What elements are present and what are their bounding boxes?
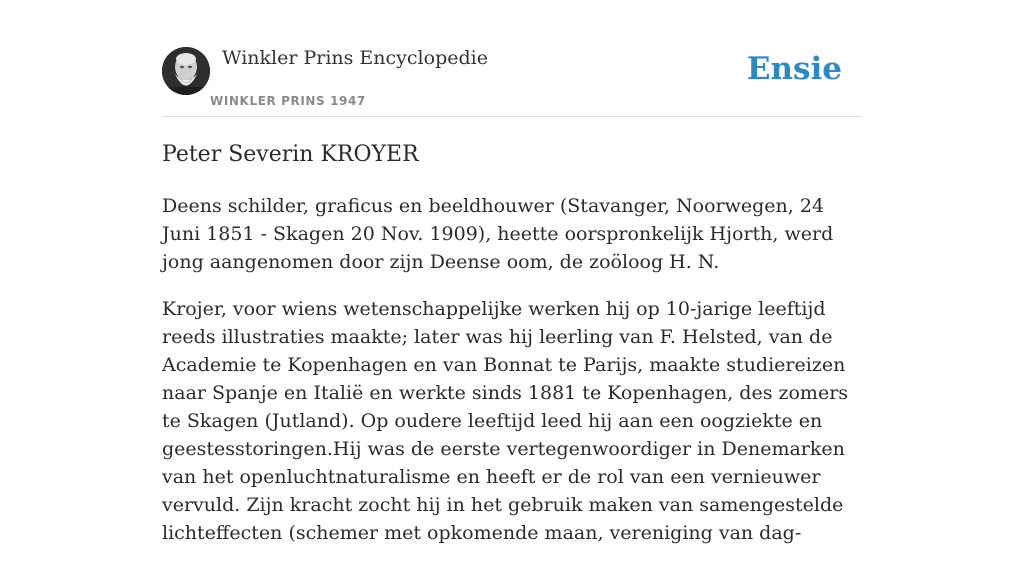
article-paragraph: Krojer, voor wiens wetenschappelijke werken hij op 10-jarige leeftijd reeds illustraties maakte; later was hij leerling van F. Helsted, van de Academie te Kopenhagen en van Bonnat te Parijs, maakte studiereizen naar Spanje en Italië en werkte sinds 1881 te Kopenhagen, des zomers te Skagen (Jutland). Op oudere leeftijd leed hij aan een oogziekte en geestesstoringen.Hij was de eerste vertegenwoordiger in Denemarken van het openluchtnaturalisme en heeft er de rol van een vernieuwer vervuld. Zijn kracht zocht hij in het gebruik maken van samengestelde lichteffecten (schemer met opkomende maan, vereniging van dag- bbox=[162, 298, 849, 544]
bearded-man-portrait-icon bbox=[162, 47, 210, 95]
header bbox=[162, 0, 862, 117]
article-paragraph: Deens schilder, graficus en beeldhouwer (Stavanger, Noorwegen, 24 Juni 1851 - Skagen 20 Nov. 1909), heette oorspronkelijk Hjorth, werd jong aangenomen door zijn Deense oom, de zoöloog H. N. bbox=[162, 195, 834, 273]
avatar[interactable] bbox=[162, 47, 210, 95]
site-title[interactable]: Winkler Prins Encyclopedie bbox=[222, 47, 488, 69]
brand-logo[interactable]: Ensie bbox=[746, 51, 842, 87]
article-title: Peter Severin KROYER bbox=[162, 142, 419, 167]
article-body bbox=[162, 192, 862, 566]
source-tag[interactable]: WINKLER PRINS 1947 bbox=[210, 94, 366, 108]
page bbox=[162, 0, 862, 544]
